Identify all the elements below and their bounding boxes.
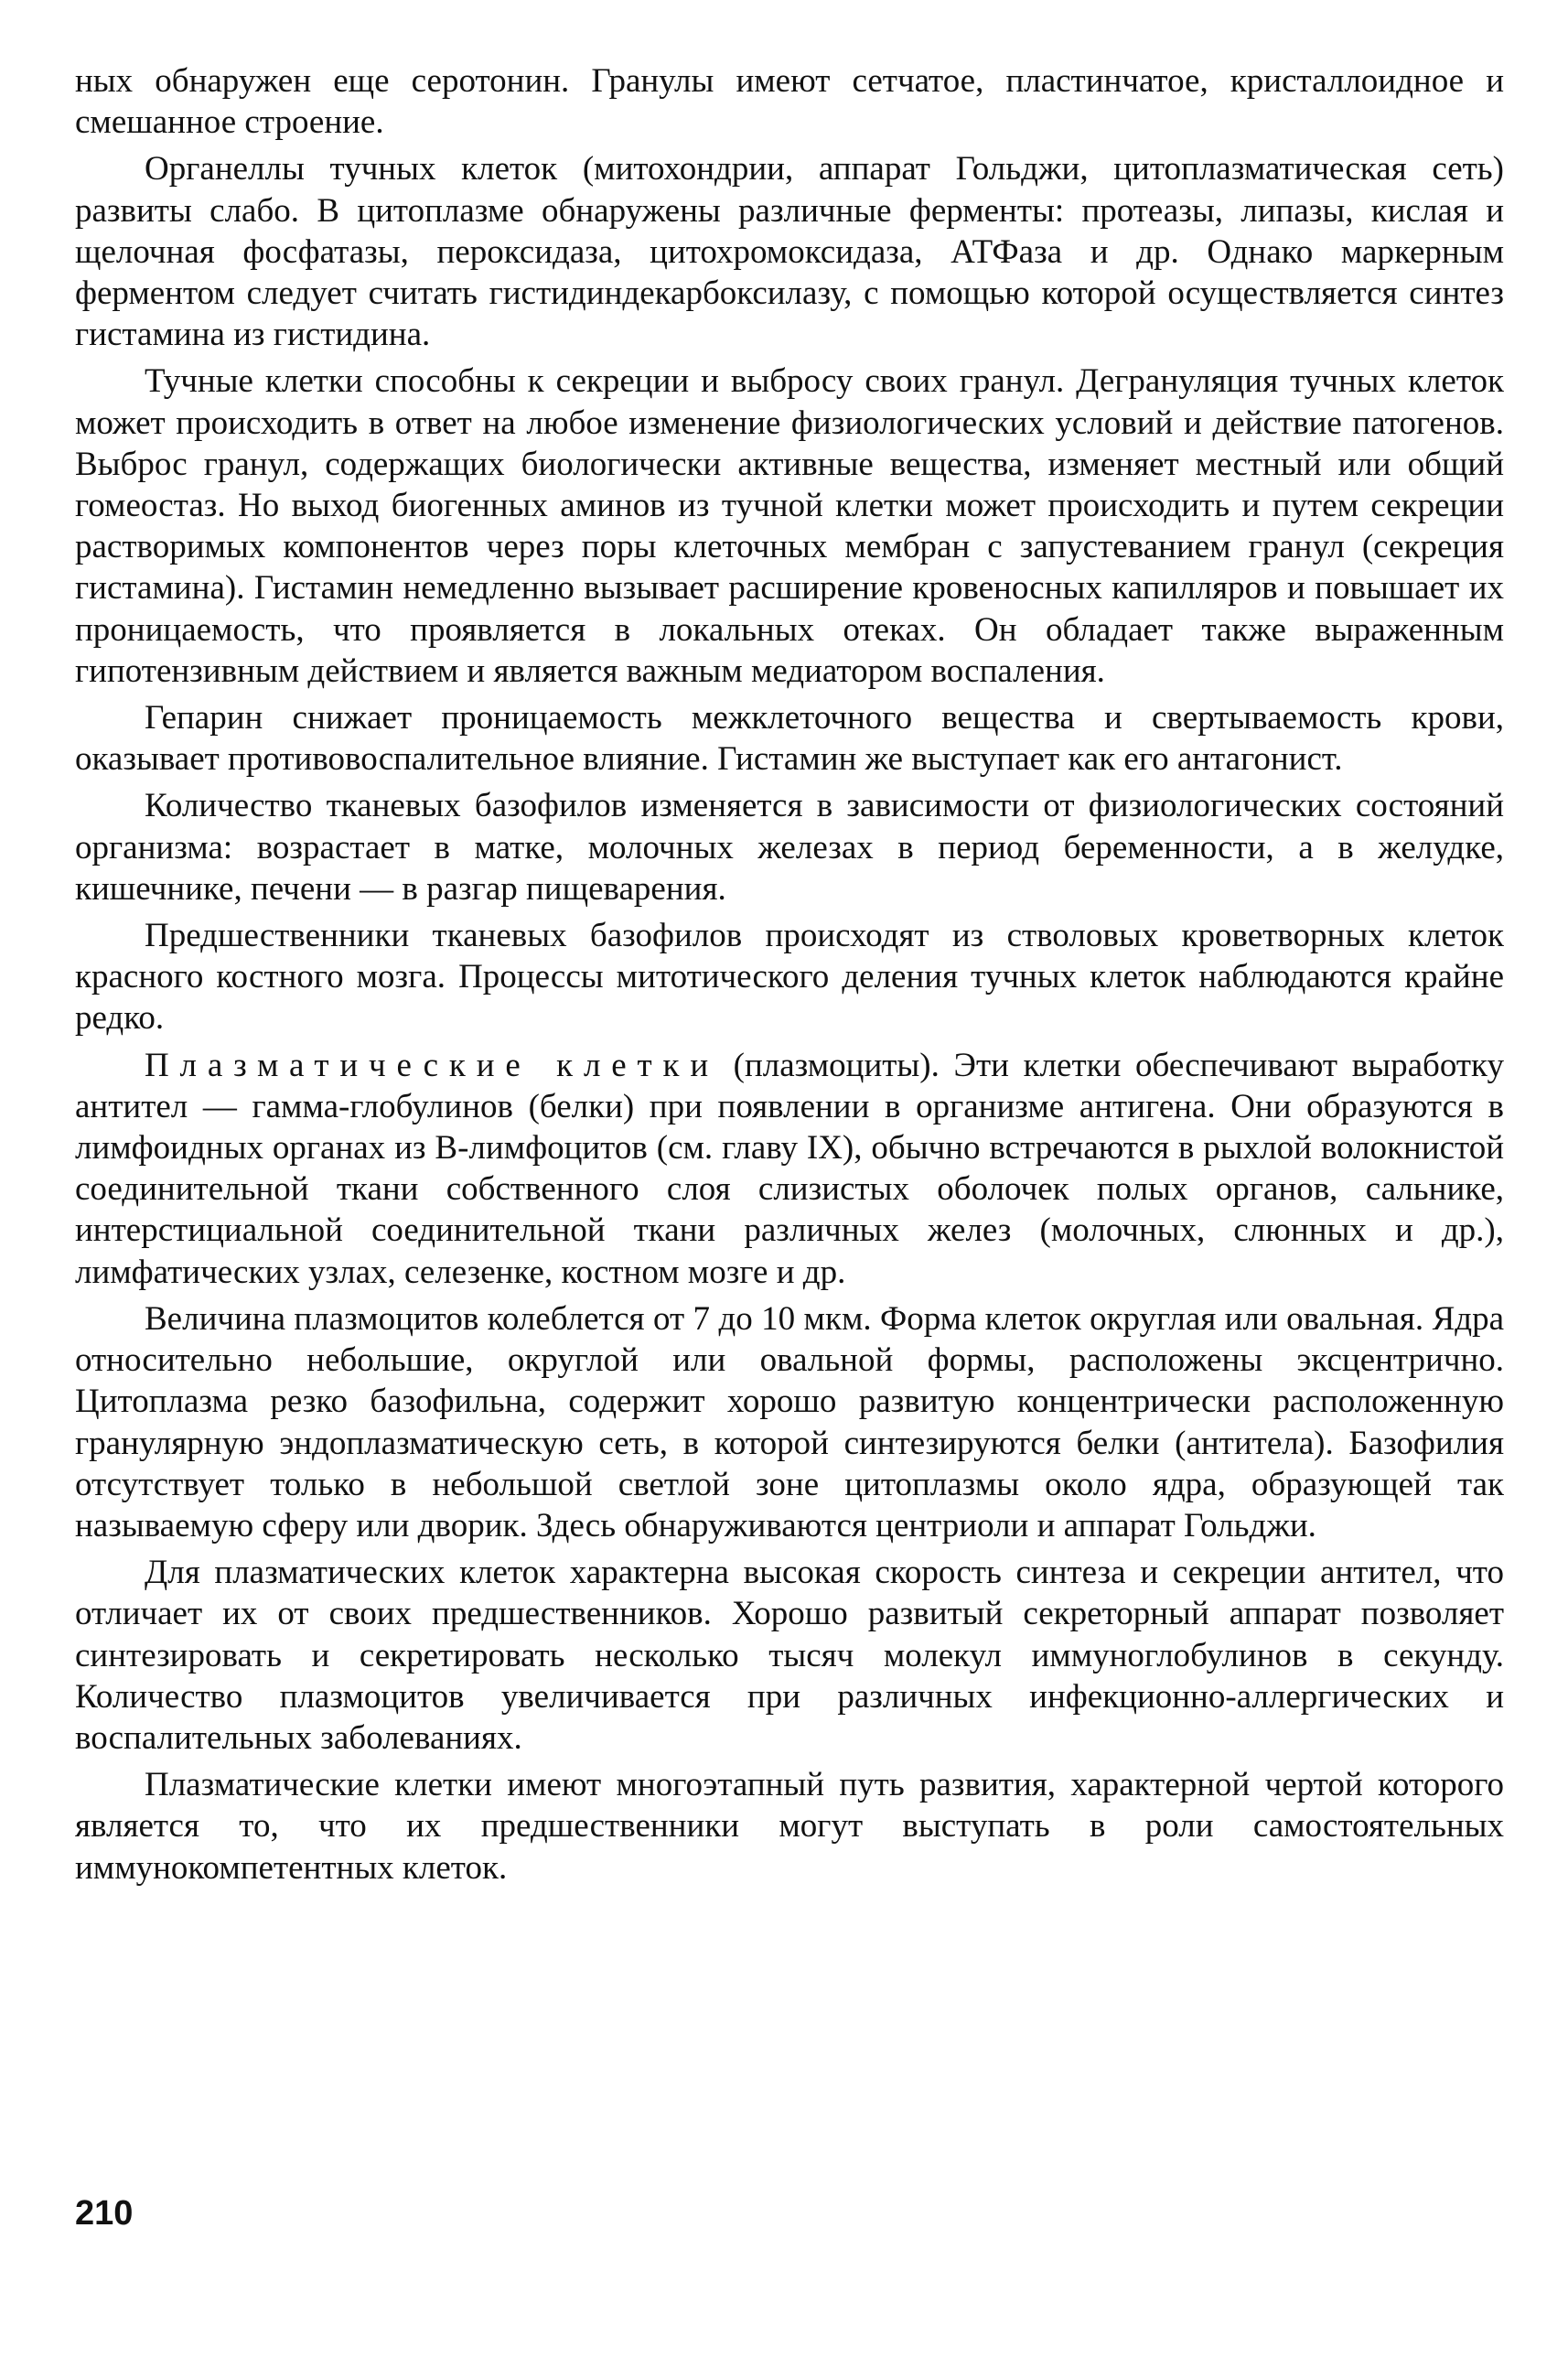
paragraph-8-text: Величина плазмоцитов колеблется от 7 до 10 мкм. Форма клеток округлая или овальная. Ядра относительно небольшие, округлой или овальной формы, расположены эксцентрично. Цитоплазма резко базофильна, содержит хорошо развитую концентрически расположенную гранулярную эндоплазматическую сеть, в которой синтезируются белки (антитела). Базофилия отсутствует только в небольшой светлой зоне цитоплазмы около ядра, образующей так называемую сферу или дворик. Здесь обнаруживаются центриоли и аппарат Гольджи. [75,1299,1504,1544]
paragraph-6 [75,915,1504,1039]
paragraph-2-text: Органеллы тучных клеток (митохондрии, аппарат Гольджи, цитоплазматическая сеть) развиты слабо. В цитоплазме обнаружены различные ферменты: протеазы, липазы, кислая и щелочная фосфатазы, пероксидаза, цитохромоксидаза, АТФаза и др. Однако маркерным ферментом следует считать гистидиндекарбоксилазу, с помощью которой осуществляется синтез гистамина из гистидина. [75,150,1504,354]
paragraph-9 [75,1552,1504,1759]
paragraph-4 [75,697,1504,780]
paragraph-3 [75,361,1504,692]
page-body [75,60,1504,1894]
paragraph-8 [75,1298,1504,1546]
paragraph-5 [75,785,1504,909]
paragraph-7-text: (плазмоциты). Эти клетки обеспечивают выработку антител — гамма-глобулинов (белки) при появлении в организме антигена. Они образуются в лимфоидных органах из В-лимфоцитов (см. главу IX), обычно встречаются в рыхлой волокнистой соединительной ткани собственного слоя слизистых оболочек полых органов, сальнике, интерстициальной соединительной ткани различных желез (молочных, слюнных и др.), лимфатических узлах, селезенке, костном мозге и др. [75,1046,1504,1291]
paragraph-10-text: Плазматические клетки имеют многоэтапный путь развития, характерной чертой которого является то, что их предшественники могут выступать в роли самостоятельных иммунокомпетентных клеток. [75,1766,1504,1887]
paragraph-3-text: Тучные клетки способны к секреции и выбросу своих гранул. Дегрануляция тучных клеток может происходить в ответ на любое изменение физиологических условий и действие патогенов. Выброс гранул, содержащих биологически активные вещества, изменяет местный или общий гомеостаз. Но выход биогенных аминов из тучной клетки может происходить и путем секреции растворимых компонентов через поры клеточных мембран с запустеванием гранул (секреция гистамина). Гистамин немедленно вызывает расширение кровеносных капилляров и повышает их проницаемость, что проявляется в локальных отеках. Он обладает также выраженным гипотензивным действием и является важным медиатором воспаления. [75,362,1504,690]
paragraph-2 [75,148,1504,355]
paragraph-7 [75,1045,1504,1293]
paragraph-6-text: Предшественники тканевых базофилов происходят из стволовых кроветворных клеток красного костного мозга. Процессы митотического деления тучных клеток наблюдаются крайне редко. [75,917,1504,1038]
paragraph-1-text: ных обнаружен еще серотонин. Гранулы имеют сетчатое, пластинчатое, кристаллоидное и смешанное строение. [75,62,1504,142]
paragraph-5-text: Количество тканевых базофилов изменяется в зависимости от физиологических состояний организма: возрастает в матке, молочных железах в период беременности, а в желудке, кишечнике, печени — в разгар пищеварения. [75,787,1504,908]
paragraph-9-text: Для плазматических клеток характерна высокая скорость синтеза и секреции антител, что отличает их от своих предшественников. Хорошо развитый секреторный аппарат позволяет синтезировать и секретировать несколько тысяч молекул иммуноглобулинов в секунду. Количество плазмоцитов увеличивается при различных инфекционно-аллергических и воспалительных заболеваниях. [75,1554,1504,1757]
paragraph-10 [75,1764,1504,1889]
page-number: 210 [75,2194,134,2233]
paragraph-1 [75,60,1504,143]
section-term-plasma-cells: Плазматические клетки [145,1046,719,1084]
paragraph-4-text: Гепарин снижает проницаемость межклеточного вещества и свертываемость крови, оказывает противовоспалительное влияние. Гистамин же выступает как его антагонист. [75,699,1504,779]
